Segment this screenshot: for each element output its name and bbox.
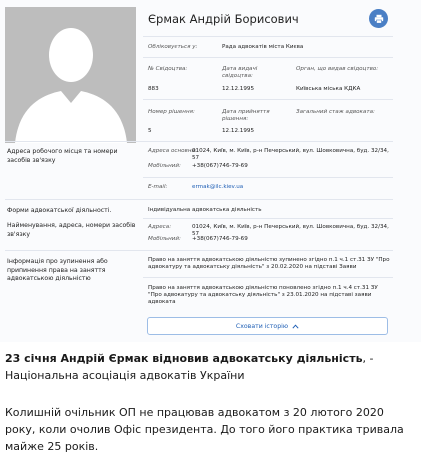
hide-history-label: Сховати історію — [235, 322, 289, 330]
email-link[interactable]: ermak@ilc.kiev.ua — [192, 184, 244, 190]
hide-history-button[interactable] — [147, 317, 388, 335]
decision-date-label: Дата прийняття рішення: — [222, 109, 270, 122]
print-icon — [374, 14, 384, 24]
practice-form-title: Форми адвокатської діяльності. — [7, 207, 112, 214]
person-silhouette-icon — [5, 7, 136, 143]
lawyer-name: Єрмак Андрій Борисович — [148, 12, 299, 26]
email-label: E-mail: — [148, 184, 168, 190]
news-paragraph: Колишній очільник ОП не працював адвокатом з 20 лютого 2020 року, коли очолив Офіс президента. До того його практика тривала майже 25 років. — [5, 406, 404, 453]
issuer-value: Київська міська КДКА — [296, 86, 361, 92]
print-button[interactable] — [369, 9, 388, 28]
divider — [143, 177, 393, 178]
practice-address-label: Адреса: — [148, 224, 172, 230]
decision-no-label: Номер рішення: — [148, 109, 195, 115]
practice-form-value: Індивідуальна адвокатська діяльність — [148, 207, 262, 213]
practice-mobile-label: Мобільний: — [148, 236, 181, 242]
divider — [143, 277, 393, 278]
decision-date-value: 12.12.1995 — [222, 128, 255, 134]
experience-label: Загальний стаж адвоката: — [296, 109, 375, 115]
divider — [143, 218, 393, 219]
registered-value: Рада адвокатів міста Києва — [222, 44, 304, 50]
divider — [5, 250, 393, 251]
news-caption — [5, 350, 417, 384]
workplace-mobile-label: Мобільний: — [148, 163, 181, 169]
cert-no-value: 883 — [148, 86, 159, 92]
practice-name-title: Найменування, адреса, номери засобів зв'язку — [7, 222, 136, 238]
divider — [143, 57, 393, 58]
issue-date-label: Дата видачі свідоцтва: — [222, 66, 258, 79]
suspension-line-2: Право на заняття адвокатською діяльністю поновлено згідно п.1 ч.4 ст.31 ЗУ "Про адвокатуру та адвокатську діяльність" з 23.01.2020 на підставі заяви адвоката — [148, 285, 378, 305]
workplace-address-value: 01024, Київ, м. Київ, р-н Печерський, вул. Шовковична, буд. 32/34, 57 — [192, 148, 389, 161]
registered-label: Обліковується у: — [148, 44, 198, 50]
avatar-placeholder — [5, 7, 136, 143]
caption-headline: 23 січня Андрій Єрмак відновив адвокатську діяльність — [5, 352, 363, 365]
cert-no-label: № Свідоцтва: — [148, 66, 188, 72]
issue-date-value: 12.12.1995 — [222, 86, 255, 92]
workplace-section-title: Адреса робочого місця та номери засобів зв'язку — [7, 148, 118, 164]
divider — [143, 36, 393, 37]
decision-no-value: 5 — [148, 128, 152, 134]
caption-source: , - Національна асоціація адвокатів України — [5, 352, 374, 382]
practice-mobile-value: +38(067)746-79-69 — [192, 236, 248, 242]
divider — [5, 199, 393, 200]
suspension-section-title: Інформація про зупинення або припинення права на заняття адвокатською діяльністю — [7, 258, 108, 282]
issuer-label: Орган, що видав свідоцтво: — [296, 66, 379, 72]
divider — [143, 99, 393, 100]
workplace-mobile-value: +38(067)746-79-69 — [192, 163, 248, 169]
suspension-line-1: Право на заняття адвокатською діяльністю зупинено згідно п.1 ч.1 ст.31 ЗУ "Про адвокатуру та адвокатську діяльність" з 20.02.2020 на підставі Заяви — [148, 257, 390, 270]
chevron-up-icon — [292, 324, 299, 329]
divider — [5, 141, 393, 142]
workplace-address-label: Адреса основна: — [148, 148, 197, 154]
practice-address-value: 01024, Київ, м. Київ, р-н Печерський, вул. Шовковична, буд. 32/34, 57 — [192, 224, 389, 237]
